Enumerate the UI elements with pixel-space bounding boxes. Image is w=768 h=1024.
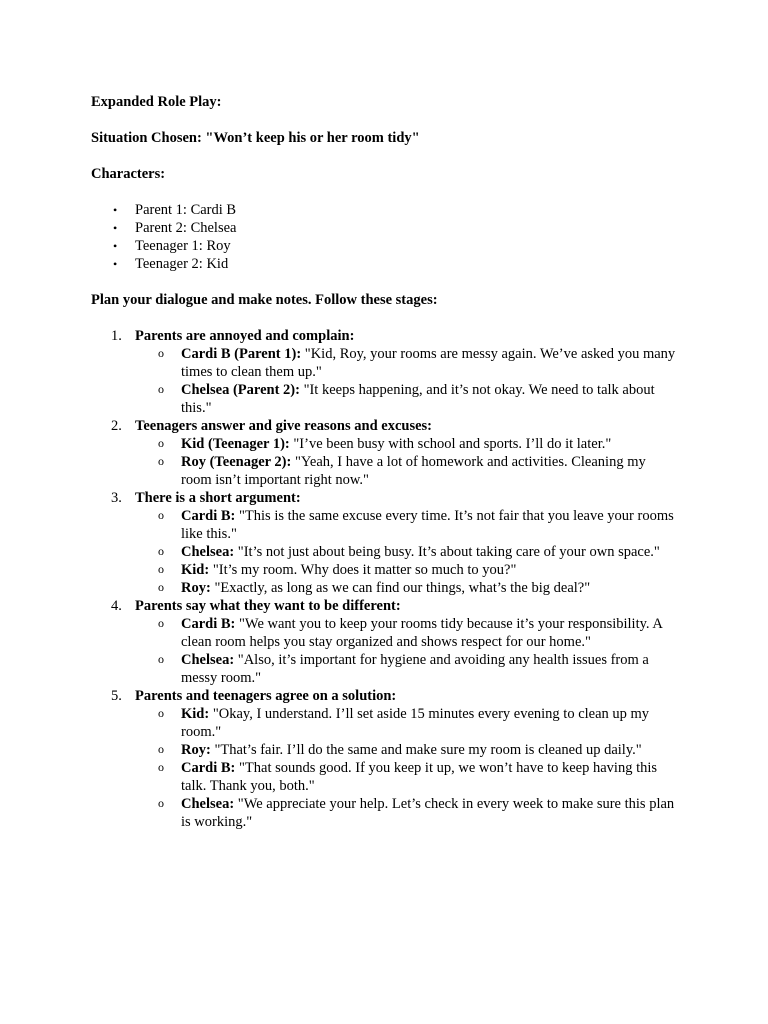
stage-number: 3. xyxy=(111,490,122,506)
document-title: Expanded Role Play: xyxy=(91,94,222,110)
stage-item xyxy=(91,687,768,831)
speaker-label: Roy: xyxy=(181,580,211,596)
speaker-label: Cardi B: xyxy=(181,760,236,776)
dialogue-line xyxy=(91,795,676,831)
dialogue-text: "Exactly, as long as we can find our things, what’s the big deal?" xyxy=(210,580,591,596)
speaker-label: Chelsea: xyxy=(181,796,235,812)
dialogue-line xyxy=(91,543,676,561)
stage-number: 5. xyxy=(111,688,122,704)
stage-item xyxy=(91,417,768,489)
dialogue-line xyxy=(91,561,676,579)
stage-item xyxy=(91,597,768,687)
dialogue-text: "It keeps happening, and it’s not okay. We need to talk about this." xyxy=(181,382,655,416)
dialogue-line xyxy=(91,651,676,687)
stage-title: There is a short argument: xyxy=(135,490,301,506)
dialogue-line xyxy=(91,579,676,597)
dialogue-line xyxy=(91,435,676,453)
dialogue-list xyxy=(91,615,768,687)
dialogue-text: "Kid, Roy, your rooms are messy again. We’ve asked you many times to clean them up." xyxy=(181,346,676,380)
speaker-label: Roy: xyxy=(181,742,211,758)
speaker-label: Roy (Teenager 2): xyxy=(181,454,292,470)
stage-item xyxy=(91,327,768,417)
speaker-label: Cardi B: xyxy=(181,508,236,524)
dialogue-list xyxy=(91,435,768,489)
dialogue-text: "Yeah, I have a lot of homework and activities. Cleaning my room isn’t important right now." xyxy=(181,454,646,488)
dialogue-line xyxy=(91,615,676,651)
stage-title: Teenagers answer and give reasons and excuses: xyxy=(135,418,432,434)
stage-title: Parents are annoyed and complain: xyxy=(135,328,355,344)
stage-item xyxy=(91,489,768,597)
situation-heading: Situation Chosen: "Won’t keep his or her room tidy" xyxy=(91,130,420,146)
stage-list xyxy=(91,327,768,831)
dialogue-list xyxy=(91,705,768,831)
character-list xyxy=(91,201,768,273)
character-item: • Teenager 2: Kid xyxy=(91,255,768,273)
character-item: • Parent 1: Cardi B xyxy=(91,201,768,219)
dialogue-line xyxy=(91,705,676,741)
speaker-label: Chelsea (Parent 2): xyxy=(181,382,300,398)
speaker-label: Kid: xyxy=(181,562,210,578)
stage-number: 4. xyxy=(111,598,122,614)
dialogue-text: "It’s not just about being busy. It’s about taking care of your own space." xyxy=(234,544,660,560)
character-item: • Parent 2: Chelsea xyxy=(91,219,768,237)
speaker-label: Cardi B (Parent 1): xyxy=(181,346,302,362)
stage-title: Parents and teenagers agree on a solution: xyxy=(135,688,397,704)
dialogue-text: "It’s my room. Why does it matter so much to you?" xyxy=(209,562,517,578)
dialogue-text: "I’ve been busy with school and sports. I’ll do it later." xyxy=(289,436,612,452)
dialogue-text: "We appreciate your help. Let’s check in every week to make sure this plan is working." xyxy=(181,796,675,830)
dialogue-text: "That sounds good. If you keep it up, we won’t have to keep having this talk. Thank you, both." xyxy=(181,760,658,794)
dialogue-text: "That’s fair. I’ll do the same and make sure my room is cleaned up daily." xyxy=(210,742,642,758)
dialogue-line xyxy=(91,453,676,489)
dialogue-line xyxy=(91,381,676,417)
speaker-label: Cardi B: xyxy=(181,616,236,632)
dialogue-list xyxy=(91,345,768,417)
stage-number: 1. xyxy=(111,328,122,344)
dialogue-text: "Also, it’s important for hygiene and avoiding any health issues from a messy room." xyxy=(181,652,649,686)
dialogue-line xyxy=(91,741,676,759)
characters-heading: Characters: xyxy=(91,166,166,182)
dialogue-line xyxy=(91,345,676,381)
dialogue-text: "We want you to keep your rooms tidy because it’s your responsibility. A clean room helps you stay organized and shows respect for our home." xyxy=(181,616,663,650)
dialogue-line xyxy=(91,507,676,543)
dialogue-text: "This is the same excuse every time. It’s not fair that you leave your rooms like this." xyxy=(181,508,674,542)
speaker-label: Kid: xyxy=(181,706,210,722)
speaker-label: Chelsea: xyxy=(181,544,235,560)
dialogue-list xyxy=(91,507,768,597)
stage-number: 2. xyxy=(111,418,122,434)
speaker-label: Kid (Teenager 1): xyxy=(181,436,290,452)
character-item: • Teenager 1: Roy xyxy=(91,237,768,255)
speaker-label: Chelsea: xyxy=(181,652,235,668)
plan-heading: Plan your dialogue and make notes. Follow these stages: xyxy=(91,292,438,308)
dialogue-line xyxy=(91,759,676,795)
stage-title: Parents say what they want to be different: xyxy=(135,598,401,614)
dialogue-text: "Okay, I understand. I’ll set aside 15 minutes every evening to clean up my room." xyxy=(181,706,650,740)
